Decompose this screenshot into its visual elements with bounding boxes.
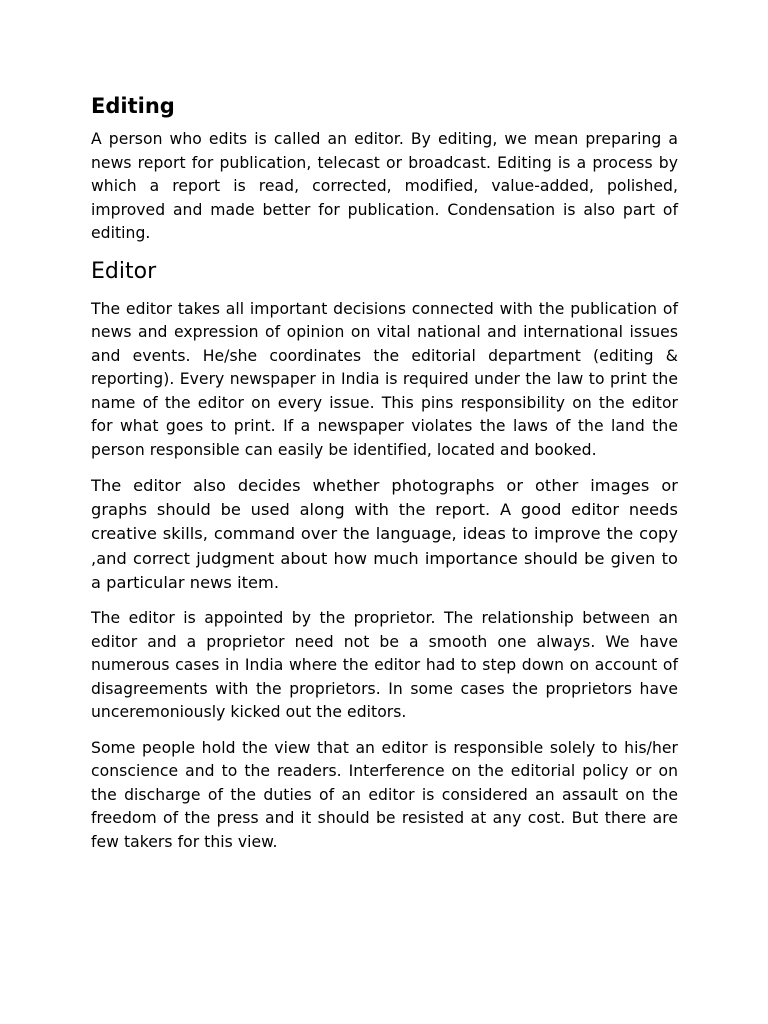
paragraph-editor-proprietor: The editor is appointed by the proprietor. The relationship between an editor and a proprietor need not be a smooth one always. We have numerous cases in India where the editor had to step down on account of disagreements with the proprietors. In some cases the proprietors have unceremoniously kicked out the editors. bbox=[91, 609, 678, 722]
paragraph-editing-definition: A person who edits is called an editor. By editing, we mean preparing a news report for publication, telecast or broadcast. Editing is a process by which a report is read, corrected, modified, value-added, polished, improved and made better for publication. Condensation is also part of editing. bbox=[91, 130, 678, 242]
paragraph-editor-skills: The editor also decides whether photographs or other images or graphs should be used along with the report. A good editor needs creative skills, command over the language, ideas to improve the copy ,and correct judgment about how much importance should be given to a particular news item. bbox=[91, 476, 678, 592]
paragraph-editor-role: The editor takes all important decisions connected with the publication of news and expression of opinion on vital national and international issues and events. He/she coordinates the editorial department (editing & reporting). Every newspaper in India is required under the law to print the name of the editor on every issue. This pins responsibility on the editor for what goes to print. If a newspaper violates the laws of the land the person responsible can easily be identified, located and booked. bbox=[91, 299, 678, 459]
heading-editor: Editor bbox=[91, 258, 157, 284]
heading-editing: Editing bbox=[91, 94, 175, 118]
paragraph-editor-conscience: Some people hold the view that an editor is responsible solely to his/her conscience and to the readers. Interference on the editorial policy or on the discharge of the duties of an editor is considered an assault on the freedom of the press and it should be resisted at any cost. But there are few takers for this view. bbox=[91, 738, 678, 851]
